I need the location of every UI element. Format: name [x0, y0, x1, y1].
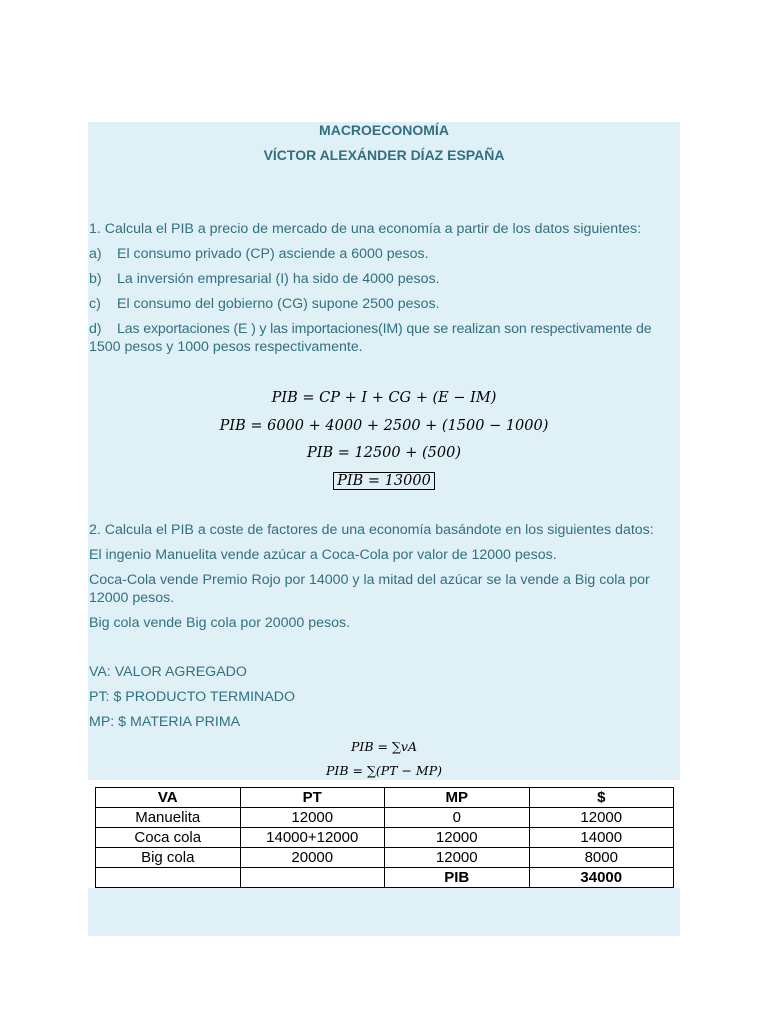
- formula-sum-pt-mp: PIB = ∑(PT − MP): [325, 763, 442, 778]
- exercise2-line-3: 12000 pesos.: [89, 590, 175, 606]
- cell-pt: 20000: [240, 848, 385, 868]
- exercise1-item-b: [89, 271, 440, 288]
- formula-sum-va: PIB = ∑vA: [351, 739, 417, 754]
- cell-value: 12000: [529, 808, 674, 828]
- equation-pib-result: PIB = 13000: [333, 472, 435, 490]
- definition-va: VA: VALOR AGREGADO: [89, 664, 247, 680]
- cell-empty: [240, 868, 385, 888]
- table-total-row: [96, 868, 674, 888]
- item-text: El consumo del gobierno (CG) supone 2500 pesos.: [117, 296, 440, 312]
- cell-mp: 12000: [385, 848, 530, 868]
- header-va: VA: [96, 788, 241, 808]
- exercise1-item-d-continuation: 1500 pesos y 1000 pesos respectivamente.: [89, 339, 363, 355]
- item-label: a): [89, 246, 102, 262]
- exercise2-question: 2. Calcula el PIB a coste de factores de una economía basándote en los siguientes datos:: [89, 522, 654, 538]
- cell-value: 8000: [529, 848, 674, 868]
- cell-pt: 14000+12000: [240, 828, 385, 848]
- equation-pib-result-wrap: [88, 472, 680, 490]
- author-title: VÍCTOR ALEXÁNDER DÍAZ ESPAÑA: [263, 147, 505, 163]
- item-label: c): [89, 296, 101, 312]
- table-row: [96, 828, 674, 848]
- subject-title: MACROECONOMÍA: [319, 122, 449, 138]
- cell-va: Big cola: [96, 848, 241, 868]
- table-row: [96, 808, 674, 828]
- equation-pib-partial: PIB = 12500 + (500): [307, 445, 461, 461]
- item-text: La inversión empresarial (I) ha sido de 4000 pesos.: [117, 271, 440, 287]
- total-label: PIB: [385, 868, 530, 888]
- definition-pt: PT: $ PRODUCTO TERMINADO: [89, 689, 296, 705]
- item-label: d): [89, 321, 102, 337]
- equation-pib-formula: PIB = CP + I + CG + (E − IM): [271, 390, 497, 406]
- cell-mp: 12000: [385, 828, 530, 848]
- cell-pt: 12000: [240, 808, 385, 828]
- exercise2-line-4: Big cola vende Big cola por 20000 pesos.: [89, 615, 351, 631]
- cell-va: Coca cola: [96, 828, 241, 848]
- cell-value: 14000: [529, 828, 674, 848]
- content-panel-bottom: [88, 888, 680, 936]
- item-text: Las exportaciones (E ) y las importaciones(IM) que se realizan son respectivamente de: [117, 321, 652, 337]
- definition-mp: MP: $ MATERIA PRIMA: [89, 714, 241, 730]
- exercise1-item-c: [89, 296, 440, 313]
- item-text: El consumo privado (CP) asciende a 6000 pesos.: [117, 246, 429, 262]
- equation-pib-values: PIB = 6000 + 4000 + 2500 + (1500 − 1000): [219, 418, 549, 434]
- header-mp: MP: [385, 788, 530, 808]
- exercise2-line-1: El ingenio Manuelita vende azúcar a Coca-Cola por valor de 12000 pesos.: [89, 547, 557, 563]
- exercise1-item-a: [89, 246, 429, 263]
- cell-mp: 0: [385, 808, 530, 828]
- value-added-table: [95, 787, 674, 888]
- exercise2-line-2: Coca-Cola vende Premio Rojo por 14000 y la mitad del azúcar se la vende a Big cola por: [89, 572, 650, 588]
- item-label: b): [89, 271, 102, 287]
- exercise1-question: 1. Calcula el PIB a precio de mercado de una economía a partir de los datos siguientes:: [89, 221, 642, 237]
- cell-va: Manuelita: [96, 808, 241, 828]
- header-pt: PT: [240, 788, 385, 808]
- cell-empty: [96, 868, 241, 888]
- table-header-row: [96, 788, 674, 808]
- total-value: 34000: [529, 868, 674, 888]
- header-value: $: [529, 788, 674, 808]
- exercise1-item-d: [89, 321, 652, 338]
- table-row: [96, 848, 674, 868]
